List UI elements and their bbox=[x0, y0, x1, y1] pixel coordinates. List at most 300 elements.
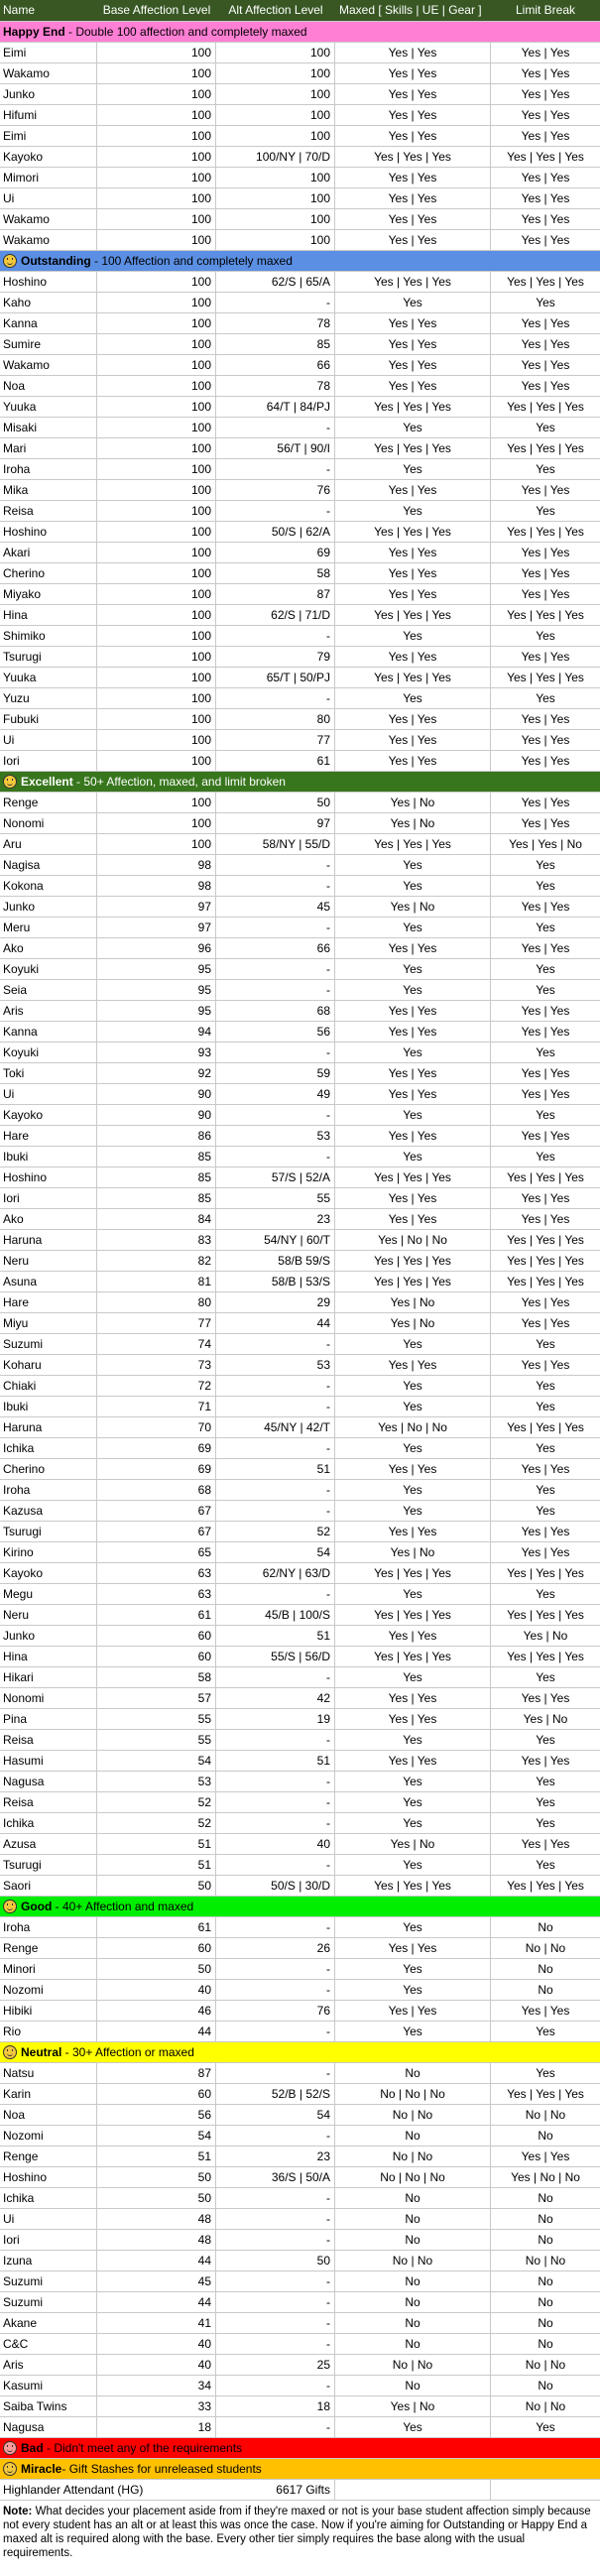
cell-base-affection[interactable]: 51 bbox=[97, 2147, 216, 2166]
cell-maxed[interactable]: Yes | Yes | Yes bbox=[335, 605, 491, 625]
cell-name[interactable]: Saori bbox=[0, 1876, 97, 1896]
cell-base-affection[interactable]: 100 bbox=[97, 334, 216, 354]
cell-limit-break[interactable]: Yes | Yes bbox=[521, 191, 570, 205]
cell-maxed[interactable]: Yes bbox=[335, 918, 491, 937]
cell-name[interactable]: Nagusa bbox=[0, 1772, 97, 1791]
cell-name[interactable]: Sumire bbox=[0, 334, 97, 354]
cell-name[interactable]: Azusa bbox=[0, 1834, 97, 1854]
cell-name[interactable]: Ichika bbox=[0, 2188, 97, 2208]
cell-maxed[interactable]: Yes bbox=[335, 1397, 491, 1416]
cell-alt-affection[interactable]: 62/S | 65/A bbox=[216, 272, 335, 292]
cell-base-affection[interactable]: 60 bbox=[97, 2084, 216, 2104]
cell-alt-affection[interactable]: 59 bbox=[216, 1063, 335, 1083]
cell-name[interactable]: Neru bbox=[0, 1605, 97, 1625]
cell-name[interactable]: Ichika bbox=[0, 1813, 97, 1833]
cell-limit-break[interactable]: Yes | Yes | Yes bbox=[507, 275, 584, 289]
cell-limit-break[interactable]: Yes | No bbox=[523, 1629, 568, 1643]
cell-limit-break[interactable]: Yes | Yes | Yes bbox=[507, 1275, 584, 1288]
cell-limit-break[interactable]: No bbox=[538, 2212, 553, 2226]
cell-limit-break[interactable]: Yes | Yes bbox=[521, 1525, 570, 1538]
cell-maxed[interactable]: Yes | Yes bbox=[335, 188, 491, 208]
cell-base-affection[interactable]: 85 bbox=[97, 1147, 216, 1166]
cell-base-affection[interactable]: 100 bbox=[97, 813, 216, 833]
cell-name[interactable]: Hibiki bbox=[0, 2001, 97, 2021]
cell-base-affection[interactable]: 100 bbox=[97, 230, 216, 250]
cell-base-affection[interactable]: 100 bbox=[97, 147, 216, 167]
cell-limit-break[interactable]: Yes bbox=[536, 1504, 555, 1518]
cell-alt-affection[interactable]: - bbox=[216, 2334, 335, 2354]
cell-maxed[interactable]: Yes bbox=[335, 1917, 491, 1937]
cell-limit-break[interactable]: Yes | Yes | Yes bbox=[507, 1608, 584, 1622]
cell-maxed[interactable]: Yes bbox=[335, 1043, 491, 1062]
cell-limit-break[interactable]: Yes | Yes bbox=[521, 87, 570, 101]
cell-base-affection[interactable]: 100 bbox=[97, 668, 216, 687]
cell-maxed[interactable]: No bbox=[335, 2292, 491, 2312]
cell-alt-affection[interactable]: 51 bbox=[216, 1459, 335, 1479]
cell-maxed[interactable]: No | No | No bbox=[335, 2167, 491, 2187]
cell-maxed[interactable]: Yes | Yes bbox=[335, 105, 491, 125]
cell-limit-break[interactable]: No | No bbox=[525, 2254, 566, 2268]
cell-name[interactable]: Renge bbox=[0, 2147, 97, 2166]
cell-alt-affection[interactable]: - bbox=[216, 459, 335, 479]
cell-alt-affection[interactable]: - bbox=[216, 2376, 335, 2395]
cell-alt-affection[interactable]: 79 bbox=[216, 647, 335, 667]
cell-base-affection[interactable]: 70 bbox=[97, 1417, 216, 1437]
cell-alt-affection[interactable]: 78 bbox=[216, 376, 335, 396]
cell-limit-break[interactable]: Yes bbox=[536, 1400, 555, 1413]
cell-alt-affection[interactable]: - bbox=[216, 1438, 335, 1458]
cell-alt-affection[interactable]: - bbox=[216, 876, 335, 896]
cell-maxed[interactable]: Yes | Yes | Yes bbox=[335, 147, 491, 167]
cell-maxed[interactable]: Yes | Yes bbox=[335, 1688, 491, 1708]
cell-name[interactable]: Aris bbox=[0, 1001, 97, 1021]
cell-base-affection[interactable]: 82 bbox=[97, 1251, 216, 1271]
cell-alt-affection[interactable]: - bbox=[216, 1813, 335, 1833]
cell-alt-affection[interactable]: 68 bbox=[216, 1001, 335, 1021]
cell-alt-affection[interactable]: - bbox=[216, 2292, 335, 2312]
cell-alt-affection[interactable]: - bbox=[216, 2126, 335, 2146]
cell-name[interactable]: Junko bbox=[0, 84, 97, 104]
cell-name[interactable]: Highlander Attendant (HG) bbox=[3, 2483, 144, 2497]
cell-maxed[interactable]: Yes | Yes bbox=[335, 168, 491, 187]
cell-alt-affection[interactable]: 40 bbox=[216, 1834, 335, 1854]
cell-base-affection[interactable]: 45 bbox=[97, 2271, 216, 2291]
cell-limit-break[interactable]: Yes | Yes bbox=[521, 1191, 570, 1205]
cell-limit-break[interactable]: Yes bbox=[536, 296, 555, 309]
cell-base-affection[interactable]: 34 bbox=[97, 2376, 216, 2395]
cell-name[interactable]: Junko bbox=[0, 1626, 97, 1646]
cell-limit-break[interactable] bbox=[491, 2480, 600, 2500]
cell-maxed[interactable]: Yes bbox=[335, 959, 491, 979]
cell-limit-break[interactable]: Yes bbox=[536, 421, 555, 434]
cell-maxed[interactable]: Yes bbox=[335, 1584, 491, 1604]
cell-alt-affection[interactable]: 56 bbox=[216, 1022, 335, 1042]
cell-alt-affection[interactable]: 45 bbox=[216, 897, 335, 917]
cell-name[interactable]: Hoshino bbox=[0, 1167, 97, 1187]
cell-limit-break[interactable]: No bbox=[538, 1920, 553, 1934]
cell-name[interactable]: Ichika bbox=[0, 1438, 97, 1458]
cell-maxed[interactable]: Yes bbox=[335, 1813, 491, 1833]
cell-base-affection[interactable]: 100 bbox=[97, 751, 216, 771]
cell-limit-break[interactable]: No bbox=[538, 2337, 553, 2351]
cell-maxed[interactable]: Yes | No bbox=[335, 793, 491, 812]
cell-alt-affection[interactable]: 29 bbox=[216, 1292, 335, 1312]
cell-maxed[interactable]: Yes | Yes | Yes bbox=[335, 522, 491, 542]
cell-name[interactable]: Tsurugi bbox=[0, 1855, 97, 1875]
cell-limit-break[interactable]: Yes | Yes bbox=[521, 316, 570, 330]
cell-limit-break[interactable]: Yes bbox=[536, 962, 555, 976]
cell-maxed[interactable]: Yes | Yes bbox=[335, 1022, 491, 1042]
cell-alt-affection[interactable]: 44 bbox=[216, 1313, 335, 1333]
cell-alt-affection[interactable]: 23 bbox=[216, 2147, 335, 2166]
cell-alt-affection[interactable]: - bbox=[216, 1772, 335, 1791]
cell-maxed[interactable]: Yes | Yes bbox=[335, 480, 491, 500]
cell-base-affection[interactable]: 44 bbox=[97, 2022, 216, 2041]
cell-alt-affection[interactable]: 45/B | 100/S bbox=[216, 1605, 335, 1625]
cell-alt-affection[interactable]: 100 bbox=[216, 188, 335, 208]
cell-alt-affection[interactable]: 100/NY | 70/D bbox=[216, 147, 335, 167]
cell-limit-break[interactable]: Yes bbox=[536, 879, 555, 893]
cell-base-affection[interactable]: 85 bbox=[97, 1167, 216, 1187]
cell-base-affection[interactable]: 100 bbox=[97, 834, 216, 854]
cell-limit-break[interactable]: Yes bbox=[536, 1816, 555, 1830]
cell-alt-affection[interactable]: 25 bbox=[216, 2355, 335, 2375]
cell-maxed[interactable]: Yes | Yes | Yes bbox=[335, 1167, 491, 1187]
cell-maxed[interactable]: Yes | No bbox=[335, 897, 491, 917]
cell-limit-break[interactable]: Yes bbox=[536, 1150, 555, 1164]
cell-limit-break[interactable]: Yes | Yes bbox=[521, 941, 570, 955]
cell-name[interactable]: Suzumi bbox=[0, 1334, 97, 1354]
cell-alt-affection[interactable]: 100 bbox=[216, 63, 335, 83]
cell-limit-break[interactable]: Yes bbox=[536, 1775, 555, 1788]
cell-name[interactable]: Wakamo bbox=[0, 230, 97, 250]
cell-limit-break[interactable]: Yes | Yes bbox=[521, 796, 570, 809]
cell-base-affection[interactable]: 54 bbox=[97, 1751, 216, 1771]
cell-limit-break[interactable]: Yes bbox=[536, 629, 555, 643]
cell-maxed[interactable]: No | No bbox=[335, 2147, 491, 2166]
cell-limit-break[interactable]: Yes bbox=[536, 1045, 555, 1059]
cell-limit-break[interactable]: Yes | Yes bbox=[521, 129, 570, 143]
cell-limit-break[interactable]: Yes | Yes bbox=[521, 483, 570, 497]
cell-limit-break[interactable]: Yes | Yes | Yes bbox=[507, 1170, 584, 1184]
cell-maxed[interactable]: Yes | Yes bbox=[335, 355, 491, 375]
cell-limit-break[interactable]: Yes | Yes bbox=[521, 1462, 570, 1476]
cell-alt-affection[interactable]: 58 bbox=[216, 563, 335, 583]
cell-name[interactable]: Koyuki bbox=[0, 1043, 97, 1062]
cell-name[interactable]: Hoshino bbox=[0, 2167, 97, 2187]
cell-base-affection[interactable]: 94 bbox=[97, 1022, 216, 1042]
cell-maxed[interactable]: Yes | Yes bbox=[335, 647, 491, 667]
cell-base-affection[interactable]: 50 bbox=[97, 2188, 216, 2208]
cell-name[interactable]: Nozomi bbox=[0, 1980, 97, 2000]
cell-name[interactable]: Yuuka bbox=[0, 668, 97, 687]
cell-maxed[interactable]: Yes | No bbox=[335, 2396, 491, 2416]
cell-alt-affection[interactable]: 50/S | 30/D bbox=[216, 1876, 335, 1896]
cell-base-affection[interactable]: 100 bbox=[97, 418, 216, 437]
cell-maxed[interactable]: Yes | No | No bbox=[335, 1417, 491, 1437]
cell-base-affection[interactable]: 48 bbox=[97, 2209, 216, 2229]
cell-name[interactable]: Nagusa bbox=[0, 2417, 97, 2437]
cell-name[interactable]: Toki bbox=[0, 1063, 97, 1083]
cell-alt-affection[interactable]: 85 bbox=[216, 334, 335, 354]
cell-limit-break[interactable]: Yes | Yes | Yes bbox=[507, 1566, 584, 1580]
cell-name[interactable]: Suzumi bbox=[0, 2271, 97, 2291]
cell-base-affection[interactable]: 67 bbox=[97, 1522, 216, 1541]
cell-name[interactable]: Kokona bbox=[0, 876, 97, 896]
cell-name[interactable]: Nonomi bbox=[0, 813, 97, 833]
cell-maxed[interactable]: Yes | Yes bbox=[335, 730, 491, 750]
cell-base-affection[interactable]: 40 bbox=[97, 1980, 216, 2000]
cell-base-affection[interactable] bbox=[97, 2480, 216, 2500]
cell-alt-affection[interactable]: 66 bbox=[216, 355, 335, 375]
cell-limit-break[interactable]: No bbox=[538, 2129, 553, 2143]
cell-alt-affection[interactable]: - bbox=[216, 418, 335, 437]
cell-alt-affection[interactable]: 100 bbox=[216, 209, 335, 229]
cell-alt-affection[interactable]: 100 bbox=[216, 126, 335, 146]
cell-maxed[interactable]: Yes bbox=[335, 1980, 491, 2000]
cell-limit-break[interactable]: No | No bbox=[525, 1941, 566, 1955]
cell-maxed[interactable]: No bbox=[335, 2209, 491, 2229]
cell-limit-break[interactable]: Yes | Yes bbox=[521, 1087, 570, 1101]
cell-limit-break[interactable]: Yes | Yes bbox=[521, 546, 570, 559]
cell-alt-affection[interactable]: - bbox=[216, 1584, 335, 1604]
cell-limit-break[interactable]: Yes | Yes | Yes bbox=[507, 1879, 584, 1893]
cell-base-affection[interactable]: 100 bbox=[97, 272, 216, 292]
cell-maxed[interactable]: Yes bbox=[335, 459, 491, 479]
cell-name[interactable]: Noa bbox=[0, 376, 97, 396]
cell-alt-affection[interactable]: - bbox=[216, 918, 335, 937]
cell-base-affection[interactable]: 100 bbox=[97, 376, 216, 396]
cell-name[interactable]: Iroha bbox=[0, 1480, 97, 1500]
cell-alt-affection[interactable]: 55 bbox=[216, 1188, 335, 1208]
cell-limit-break[interactable]: Yes | No bbox=[523, 1712, 568, 1726]
cell-limit-break[interactable]: Yes bbox=[536, 1795, 555, 1809]
cell-limit-break[interactable]: Yes bbox=[536, 920, 555, 934]
cell-maxed[interactable]: Yes bbox=[335, 876, 491, 896]
cell-maxed[interactable]: Yes bbox=[335, 1772, 491, 1791]
cell-base-affection[interactable]: 100 bbox=[97, 626, 216, 646]
cell-base-affection[interactable]: 97 bbox=[97, 897, 216, 917]
cell-maxed[interactable]: No | No bbox=[335, 2251, 491, 2270]
cell-maxed[interactable]: Yes | Yes bbox=[335, 563, 491, 583]
cell-name[interactable]: Renge bbox=[0, 1938, 97, 1958]
cell-base-affection[interactable]: 60 bbox=[97, 1626, 216, 1646]
cell-name[interactable]: Suzumi bbox=[0, 2292, 97, 2312]
cell-maxed[interactable]: Yes bbox=[335, 501, 491, 521]
cell-name[interactable]: Asuna bbox=[0, 1272, 97, 1291]
cell-base-affection[interactable]: 81 bbox=[97, 1272, 216, 1291]
cell-base-affection[interactable]: 54 bbox=[97, 2126, 216, 2146]
cell-maxed[interactable]: Yes bbox=[335, 688, 491, 708]
cell-name[interactable]: Hina bbox=[0, 1647, 97, 1666]
cell-base-affection[interactable]: 61 bbox=[97, 1605, 216, 1625]
cell-limit-break[interactable]: Yes | Yes bbox=[521, 379, 570, 393]
cell-limit-break[interactable]: Yes bbox=[536, 2024, 555, 2038]
cell-alt-affection[interactable]: 54 bbox=[216, 1542, 335, 1562]
cell-limit-break[interactable]: Yes | Yes bbox=[521, 733, 570, 747]
cell-limit-break[interactable]: No bbox=[538, 2274, 553, 2288]
cell-limit-break[interactable]: No bbox=[538, 2295, 553, 2309]
cell-limit-break[interactable]: Yes | Yes bbox=[521, 1691, 570, 1705]
cell-maxed[interactable]: Yes | Yes bbox=[335, 938, 491, 958]
cell-limit-break[interactable]: Yes bbox=[536, 504, 555, 518]
cell-limit-break[interactable]: Yes bbox=[536, 1108, 555, 1122]
cell-limit-break[interactable]: Yes | Yes bbox=[521, 1129, 570, 1143]
cell-alt-affection[interactable]: - bbox=[216, 1792, 335, 1812]
cell-base-affection[interactable]: 40 bbox=[97, 2355, 216, 2375]
cell-alt-affection[interactable]: 64/T | 84/PJ bbox=[216, 397, 335, 417]
cell-maxed[interactable]: Yes | Yes bbox=[335, 1709, 491, 1729]
cell-limit-break[interactable]: Yes | Yes bbox=[521, 2004, 570, 2018]
cell-alt-affection[interactable]: - bbox=[216, 1397, 335, 1416]
cell-limit-break[interactable]: Yes bbox=[536, 858, 555, 872]
cell-maxed[interactable]: Yes | Yes | Yes bbox=[335, 668, 491, 687]
cell-maxed[interactable]: Yes | Yes bbox=[335, 126, 491, 146]
cell-alt-affection[interactable]: 36/S | 50/A bbox=[216, 2167, 335, 2187]
cell-base-affection[interactable]: 100 bbox=[97, 126, 216, 146]
cell-maxed[interactable]: Yes bbox=[335, 293, 491, 312]
cell-base-affection[interactable]: 44 bbox=[97, 2292, 216, 2312]
cell-maxed[interactable]: Yes | No bbox=[335, 813, 491, 833]
cell-maxed[interactable]: Yes | No bbox=[335, 1834, 491, 1854]
cell-base-affection[interactable]: 100 bbox=[97, 168, 216, 187]
cell-alt-affection[interactable]: 55/S | 56/D bbox=[216, 1647, 335, 1666]
cell-limit-break[interactable]: Yes | Yes | Yes bbox=[507, 525, 584, 539]
cell-alt-affection[interactable]: - bbox=[216, 2417, 335, 2437]
cell-limit-break[interactable]: Yes | Yes bbox=[521, 108, 570, 122]
cell-alt-affection[interactable]: 87 bbox=[216, 584, 335, 604]
cell-maxed[interactable]: Yes bbox=[335, 980, 491, 1000]
cell-alt-affection[interactable]: - bbox=[216, 1501, 335, 1521]
cell-maxed[interactable]: Yes | Yes bbox=[335, 1459, 491, 1479]
cell-maxed[interactable]: Yes | Yes bbox=[335, 1001, 491, 1021]
cell-base-affection[interactable]: 46 bbox=[97, 2001, 216, 2021]
cell-maxed[interactable]: Yes bbox=[335, 1147, 491, 1166]
cell-name[interactable]: Aris bbox=[0, 2355, 97, 2375]
cell-maxed[interactable]: Yes bbox=[335, 626, 491, 646]
cell-maxed[interactable]: Yes | Yes | Yes bbox=[335, 1647, 491, 1666]
cell-name[interactable]: Ibuki bbox=[0, 1147, 97, 1166]
cell-maxed[interactable]: No bbox=[335, 2376, 491, 2395]
cell-alt-affection[interactable]: 45/NY | 42/T bbox=[216, 1417, 335, 1437]
cell-base-affection[interactable]: 83 bbox=[97, 1230, 216, 1250]
cell-alt-affection[interactable]: 100 bbox=[216, 105, 335, 125]
cell-name[interactable]: C&C bbox=[0, 2334, 97, 2354]
cell-maxed[interactable]: Yes | Yes | Yes bbox=[335, 438, 491, 458]
cell-maxed[interactable]: Yes | Yes bbox=[335, 1751, 491, 1771]
cell-base-affection[interactable]: 100 bbox=[97, 397, 216, 417]
cell-limit-break[interactable]: Yes | Yes bbox=[521, 46, 570, 60]
cell-maxed[interactable]: Yes | Yes | Yes bbox=[335, 1605, 491, 1625]
cell-alt-affection[interactable]: - bbox=[216, 980, 335, 1000]
cell-alt-affection[interactable]: - bbox=[216, 2230, 335, 2250]
cell-alt-affection[interactable]: - bbox=[216, 2271, 335, 2291]
cell-maxed[interactable]: Yes | Yes bbox=[335, 1063, 491, 1083]
cell-maxed[interactable]: No | No bbox=[335, 2355, 491, 2375]
cell-base-affection[interactable]: 100 bbox=[97, 355, 216, 375]
cell-base-affection[interactable]: 100 bbox=[97, 84, 216, 104]
header-limit-break[interactable]: Limit Break bbox=[515, 3, 576, 17]
cell-name[interactable]: Minori bbox=[0, 1959, 97, 1979]
cell-base-affection[interactable]: 67 bbox=[97, 1501, 216, 1521]
cell-base-affection[interactable]: 84 bbox=[97, 1209, 216, 1229]
cell-base-affection[interactable]: 98 bbox=[97, 876, 216, 896]
cell-base-affection[interactable]: 50 bbox=[97, 1876, 216, 1896]
cell-base-affection[interactable]: 51 bbox=[97, 1834, 216, 1854]
cell-maxed[interactable]: Yes bbox=[335, 1480, 491, 1500]
cell-limit-break[interactable]: Yes | Yes bbox=[521, 1754, 570, 1768]
cell-limit-break[interactable]: Yes bbox=[536, 1670, 555, 1684]
cell-maxed[interactable]: No bbox=[335, 2313, 491, 2333]
cell-limit-break[interactable]: Yes bbox=[536, 1441, 555, 1455]
cell-base-affection[interactable]: 55 bbox=[97, 1730, 216, 1750]
cell-name[interactable]: Mari bbox=[0, 438, 97, 458]
cell-maxed[interactable]: Yes | No | No bbox=[335, 1230, 491, 1250]
cell-maxed[interactable]: Yes | Yes bbox=[335, 1084, 491, 1104]
cell-maxed[interactable]: Yes | Yes bbox=[335, 1355, 491, 1375]
header-name[interactable]: Name bbox=[3, 3, 36, 17]
cell-name[interactable]: Fubuki bbox=[0, 709, 97, 729]
cell-alt-affection[interactable]: 62/S | 71/D bbox=[216, 605, 335, 625]
cell-maxed[interactable]: Yes | Yes bbox=[335, 1626, 491, 1646]
cell-name[interactable]: Hare bbox=[0, 1292, 97, 1312]
cell-maxed[interactable]: Yes | Yes | Yes bbox=[335, 272, 491, 292]
cell-base-affection[interactable]: 85 bbox=[97, 1188, 216, 1208]
cell-maxed[interactable]: Yes bbox=[335, 1792, 491, 1812]
cell-name[interactable]: Reisa bbox=[0, 501, 97, 521]
cell-base-affection[interactable]: 100 bbox=[97, 480, 216, 500]
cell-base-affection[interactable]: 100 bbox=[97, 543, 216, 562]
cell-name[interactable]: Neru bbox=[0, 1251, 97, 1271]
cell-limit-break[interactable]: Yes | Yes bbox=[521, 2149, 570, 2163]
cell-alt-affection[interactable]: 69 bbox=[216, 543, 335, 562]
cell-name[interactable]: Kirino bbox=[0, 1542, 97, 1562]
cell-base-affection[interactable]: 95 bbox=[97, 959, 216, 979]
cell-limit-break[interactable]: Yes bbox=[536, 2066, 555, 2080]
cell-base-affection[interactable]: 18 bbox=[97, 2417, 216, 2437]
cell-base-affection[interactable]: 96 bbox=[97, 938, 216, 958]
cell-limit-break[interactable]: Yes | Yes bbox=[521, 587, 570, 601]
cell-base-affection[interactable]: 100 bbox=[97, 522, 216, 542]
cell-name[interactable]: Karin bbox=[0, 2084, 97, 2104]
cell-base-affection[interactable]: 48 bbox=[97, 2230, 216, 2250]
cell-name[interactable]: Akane bbox=[0, 2313, 97, 2333]
cell-limit-break[interactable]: No bbox=[538, 2379, 553, 2392]
cell-limit-break[interactable]: No | No bbox=[525, 2108, 566, 2122]
cell-name[interactable]: Seia bbox=[0, 980, 97, 1000]
cell-base-affection[interactable]: 93 bbox=[97, 1043, 216, 1062]
cell-alt-affection[interactable]: 23 bbox=[216, 1209, 335, 1229]
cell-limit-break[interactable]: Yes | Yes bbox=[521, 1545, 570, 1559]
cell-alt-affection[interactable]: - bbox=[216, 855, 335, 875]
cell-name[interactable]: Iori bbox=[0, 2230, 97, 2250]
cell-name[interactable]: Kayoko bbox=[0, 1563, 97, 1583]
cell-maxed[interactable]: No | No bbox=[335, 2105, 491, 2125]
cell-base-affection[interactable]: 100 bbox=[97, 793, 216, 812]
cell-base-affection[interactable]: 97 bbox=[97, 918, 216, 937]
cell-name[interactable]: Kanna bbox=[0, 1022, 97, 1042]
cell-base-affection[interactable]: 57 bbox=[97, 1688, 216, 1708]
cell-alt-affection[interactable]: - bbox=[216, 1105, 335, 1125]
cell-maxed[interactable]: Yes | No bbox=[335, 1313, 491, 1333]
cell-limit-break[interactable]: Yes | Yes | Yes bbox=[507, 671, 584, 684]
cell-base-affection[interactable]: 74 bbox=[97, 1334, 216, 1354]
cell-base-affection[interactable]: 100 bbox=[97, 584, 216, 604]
cell-limit-break[interactable]: Yes | No | No bbox=[511, 2170, 580, 2184]
cell-name[interactable]: Noa bbox=[0, 2105, 97, 2125]
cell-base-affection[interactable]: 100 bbox=[97, 209, 216, 229]
cell-alt-affection[interactable]: 51 bbox=[216, 1626, 335, 1646]
